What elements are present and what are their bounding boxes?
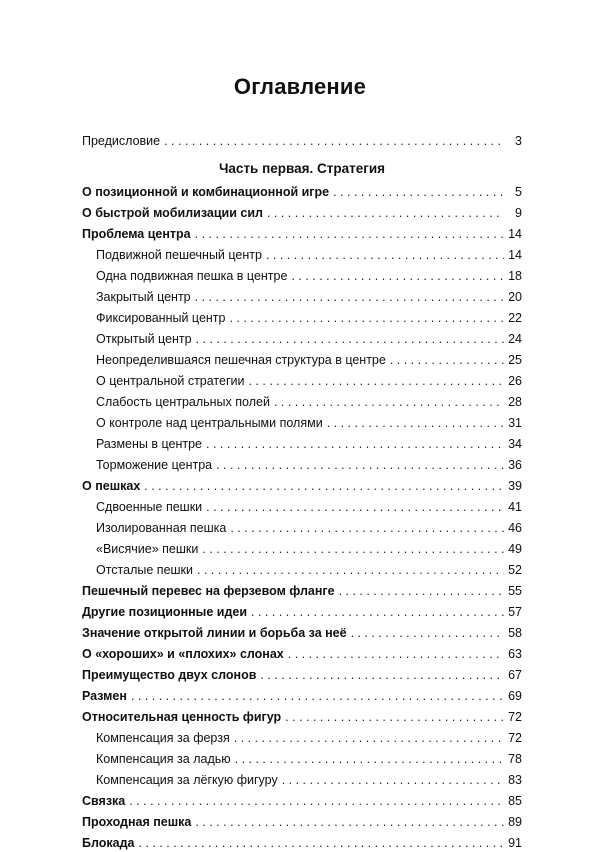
toc-entry-label: Изолированная пешка <box>96 521 227 535</box>
toc-entry-label: Размены в центре <box>96 437 202 451</box>
toc-entry-page: 25 <box>508 353 522 367</box>
toc-dot-leader <box>216 456 504 474</box>
toc-dot-leader <box>229 309 504 327</box>
toc-entry-label: Торможение центра <box>96 458 213 472</box>
toc-entry-label: Блокада <box>82 836 135 850</box>
toc-entry-page: 72 <box>508 731 522 745</box>
toc-entry-label: Значение открытой линии и борьба за неё <box>82 626 347 640</box>
toc-dot-leader <box>196 330 504 348</box>
toc-entry-label: Фиксированный центр <box>96 311 226 325</box>
toc-entry-label: Компенсация за лёгкую фигуру <box>96 773 278 787</box>
toc-entry-page: 41 <box>508 500 522 514</box>
toc-entry[interactable] <box>96 456 522 474</box>
toc-dot-leader <box>266 246 504 264</box>
toc-entry-page: 46 <box>508 521 522 535</box>
toc-dot-leader <box>291 267 504 285</box>
toc-entry[interactable] <box>82 708 522 726</box>
toc-entry[interactable] <box>82 792 522 810</box>
toc-entry-page: 89 <box>508 815 522 829</box>
toc-entry-label: Закрытый центр <box>96 290 191 304</box>
toc-entry[interactable] <box>96 561 522 579</box>
toc-dot-leader <box>195 225 504 243</box>
toc-dot-leader <box>282 771 504 789</box>
toc-entry-label: О центральной стратегии <box>96 374 245 388</box>
toc-entry-label: Неопределившаяся пешечная структура в центре <box>96 353 386 367</box>
toc-entry-label: О пешках <box>82 479 141 493</box>
toc-entry-page: 36 <box>508 458 522 472</box>
toc-dot-leader <box>131 687 504 705</box>
toc-entry[interactable] <box>96 330 522 348</box>
toc-entry-page: 20 <box>508 290 522 304</box>
toc-entry-label: Отсталые пешки <box>96 563 193 577</box>
toc-entry[interactable] <box>82 204 522 222</box>
toc-dot-leader <box>235 750 504 768</box>
toc-entry-page: 3 <box>515 134 522 148</box>
toc-entry[interactable] <box>82 666 522 684</box>
toc-entry-page: 14 <box>508 227 522 241</box>
toc-dot-leader <box>260 666 504 684</box>
toc-entry-label: Проходная пешка <box>82 815 192 829</box>
toc-entry-preface[interactable] <box>82 132 522 150</box>
toc-entry-page: 5 <box>515 185 522 199</box>
toc-entry[interactable] <box>96 519 522 537</box>
toc-dot-leader <box>230 519 504 537</box>
toc-dot-leader <box>351 624 504 642</box>
toc-dot-leader <box>195 288 504 306</box>
toc-entry-page: 26 <box>508 374 522 388</box>
toc-entry[interactable] <box>82 582 522 600</box>
toc-entry-page: 34 <box>508 437 522 451</box>
toc-entry-label: «Висячие» пешки <box>96 542 199 556</box>
toc-entry-label: Предисловие <box>82 134 161 148</box>
toc-entry[interactable] <box>96 372 522 390</box>
toc-dot-leader <box>333 183 504 201</box>
toc-dot-leader <box>274 393 504 411</box>
toc-entry-page: 67 <box>508 668 522 682</box>
toc-entry[interactable] <box>82 225 522 243</box>
toc-dot-leader <box>129 792 504 810</box>
toc-entry[interactable] <box>96 771 522 789</box>
toc-entry-page: 85 <box>508 794 522 808</box>
toc-entry-label: Сдвоенные пешки <box>96 500 203 514</box>
toc-entry-page: 14 <box>508 248 522 262</box>
toc-dot-leader <box>390 351 504 369</box>
toc-entry-label: Относительная ценность фигур <box>82 710 282 724</box>
toc-entry[interactable] <box>96 750 522 768</box>
toc-entry[interactable] <box>96 288 522 306</box>
toc-entry-page: 49 <box>508 542 522 556</box>
toc-entry[interactable] <box>82 603 522 621</box>
toc-entry-page: 55 <box>508 584 522 598</box>
toc-entry-page: 52 <box>508 563 522 577</box>
toc-entry[interactable] <box>82 645 522 663</box>
toc-entry-page: 63 <box>508 647 522 661</box>
toc-entry[interactable] <box>82 687 522 705</box>
toc-entry-page: 22 <box>508 311 522 325</box>
toc-entry-page: 28 <box>508 395 522 409</box>
toc-entry[interactable] <box>82 183 522 201</box>
toc-entry-label: Подвижной пешечный центр <box>96 248 262 262</box>
toc-entry-label: Проблема центра <box>82 227 191 241</box>
toc-entry-page: 91 <box>508 836 522 850</box>
toc-entry[interactable] <box>96 309 522 327</box>
toc-entry-page: 39 <box>508 479 522 493</box>
toc-dot-leader <box>206 498 504 516</box>
toc-entry-label: Компенсация за ладью <box>96 752 231 766</box>
toc-entry[interactable] <box>96 540 522 558</box>
toc-entry-label: О «хороших» и «плохих» слонах <box>82 647 284 661</box>
toc-dot-leader <box>327 414 504 432</box>
toc-entry-label: Пешечный перевес на ферзевом фланге <box>82 584 335 598</box>
toc-entry-label: Компенсация за ферзя <box>96 731 230 745</box>
toc-dot-leader <box>248 372 504 390</box>
toc-entry[interactable] <box>96 414 522 432</box>
toc-dot-leader <box>339 582 504 600</box>
toc-entry-page: 31 <box>508 416 522 430</box>
page-title: Оглавление <box>233 74 367 99</box>
toc-entry-label: Другие позиционные идеи <box>82 605 248 619</box>
toc-dot-leader <box>197 561 504 579</box>
toc-entry-label: О контроле над центральными полями <box>96 416 323 430</box>
toc-dot-leader <box>206 435 504 453</box>
part-heading: Часть первая. Стратегия <box>218 161 386 176</box>
toc-entry[interactable] <box>96 246 522 264</box>
toc-entry-page: 24 <box>508 332 522 346</box>
toc-entry[interactable] <box>82 477 522 495</box>
toc-dot-leader <box>195 813 504 831</box>
toc-dot-leader <box>234 729 504 747</box>
toc-entry[interactable] <box>82 624 522 642</box>
toc-entry-page: 58 <box>508 626 522 640</box>
toc-entry[interactable] <box>82 813 522 831</box>
toc-dot-leader <box>144 477 504 495</box>
toc-dot-leader <box>267 204 504 222</box>
toc-entry-page: 83 <box>508 773 522 787</box>
toc-entry-page: 72 <box>508 710 522 724</box>
toc-entry-page: 9 <box>515 206 522 220</box>
toc-entry-page: 69 <box>508 689 522 703</box>
toc-entry-label: О позиционной и комбинационной игре <box>82 185 330 199</box>
toc-entry[interactable] <box>96 729 522 747</box>
toc-dot-leader <box>202 540 504 558</box>
toc-entry-label: Размен <box>82 689 127 703</box>
toc-entry[interactable] <box>96 267 522 285</box>
toc-entry-page: 18 <box>508 269 522 283</box>
toc-dot-leader <box>251 603 504 621</box>
toc-entry[interactable] <box>96 351 522 369</box>
toc-entry-label: Преимущество двух слонов <box>82 668 257 682</box>
toc-entry[interactable] <box>96 435 522 453</box>
toc-dot-leader <box>139 834 505 852</box>
toc-entry[interactable] <box>96 393 522 411</box>
toc-dot-leader <box>288 645 504 663</box>
toc-entry[interactable] <box>82 834 522 852</box>
toc-entry-label: Связка <box>82 794 126 808</box>
toc-entry-label: Одна подвижная пешка в центре <box>96 269 288 283</box>
toc-entry-label: Слабость центральных полей <box>96 395 270 409</box>
toc-dot-leader <box>285 708 504 726</box>
toc-entry[interactable] <box>96 498 522 516</box>
toc-dot-leader <box>164 132 504 150</box>
toc-entry-label: Открытый центр <box>96 332 192 346</box>
toc-entry-label: О быстрой мобилизации сил <box>82 206 263 220</box>
toc-entry-page: 78 <box>508 752 522 766</box>
toc-entry-page: 57 <box>508 605 522 619</box>
